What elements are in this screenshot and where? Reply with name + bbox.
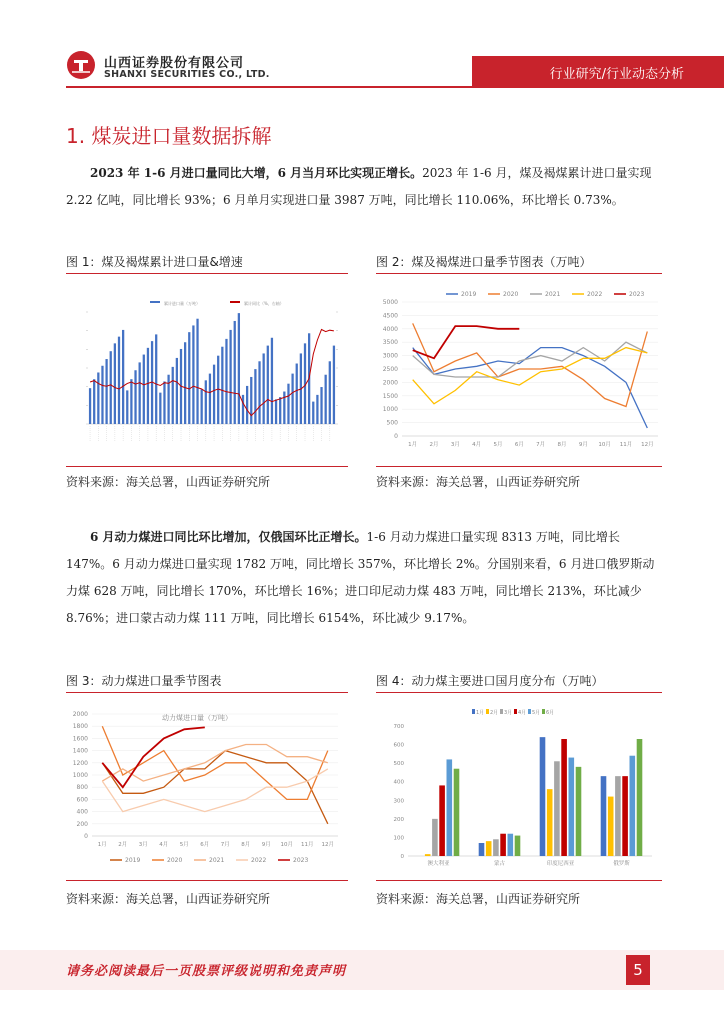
bar: [139, 362, 141, 424]
y-tick-label: 2000: [72, 711, 88, 718]
y-tick-label: 600: [76, 796, 88, 804]
legend-label: 2021: [209, 857, 225, 864]
x-tick-label: 俄罗斯: [613, 861, 630, 867]
bar: [217, 356, 219, 424]
y-tick-label: 400: [393, 779, 404, 786]
paragraph-import-volume: [66, 160, 662, 214]
x-tick-label: 3月: [138, 842, 148, 848]
y-tick-label: 1000: [72, 772, 88, 779]
company-name-en: SHANXI SECURITIES CO., LTD.: [104, 69, 270, 80]
x-tick-label: 6月: [514, 442, 524, 448]
bar-4月: [561, 739, 567, 856]
bar-5月: [630, 756, 636, 856]
section-title: 1. 煤炭进口量数据拆解: [66, 124, 272, 148]
bar-6月: [576, 767, 582, 856]
bar: [275, 399, 277, 424]
bar: [283, 392, 285, 424]
y-tick-label: 500: [386, 419, 398, 427]
x-tick-label: 11月: [619, 442, 633, 448]
legend: [472, 709, 554, 716]
bar-2月: [425, 854, 431, 856]
figure-1-legend: [150, 300, 284, 306]
x-tick-label: 6月: [200, 842, 210, 848]
bar: [279, 397, 281, 424]
y-tick-label: 5000: [382, 299, 398, 306]
bar: [258, 361, 260, 424]
x-tick-label: 7月: [536, 442, 546, 448]
bar: [263, 353, 265, 424]
legend-label: 5月: [532, 710, 541, 716]
legend-swatch: [514, 709, 517, 714]
x-tick-label: 9月: [578, 442, 588, 448]
x-tick-label: 12月: [321, 842, 334, 848]
y-tick-label: 0: [394, 433, 398, 440]
legend-swatch: [230, 301, 240, 303]
bar: [320, 387, 322, 424]
bar-4月: [622, 776, 628, 856]
x-tick-label: 澳大利亚: [427, 861, 450, 867]
report-category: 行业研究/行业动态分析: [549, 67, 684, 82]
header-divider: [66, 86, 724, 88]
y-tick-label: 2000: [382, 379, 398, 387]
figure-3-title: 图 3：动力煤进口量季节图表: [66, 674, 222, 688]
legend-label: 2022: [251, 857, 267, 864]
bar-4月: [439, 785, 445, 856]
bar: [333, 346, 335, 424]
legend-label: 1月: [476, 710, 485, 716]
paragraph-body: 2023 年 1-6 月，煤及褐煤累计进口量实现 2.22 亿吨，同比增长 93%；6 月单月实现进口量 3987 万吨，同比增长 110.06%，环比增长 0.73%。: [66, 166, 652, 207]
figure-2-bottom-rule: [376, 466, 662, 467]
legend: [446, 291, 644, 298]
y-tick-label: 400: [76, 808, 88, 816]
figure-4-bottom-rule: [376, 880, 662, 881]
bar: [229, 330, 231, 424]
y-tick-label: 500: [393, 761, 404, 768]
bar: [188, 332, 190, 424]
y-tick-label: 4500: [382, 312, 398, 320]
bar: [325, 375, 327, 424]
page-header: [0, 0, 724, 90]
legend-label: 累计进口量（万吨）: [164, 301, 200, 306]
legend-label: 2019: [125, 857, 141, 864]
bar: [234, 321, 236, 424]
bar: [97, 372, 99, 424]
legend-label: 2022: [587, 291, 603, 298]
legend-label: 2021: [545, 291, 561, 298]
y-tick-label: 4000: [382, 325, 398, 333]
figure-1-title: 图 1：煤及褐煤累计进口量&增速: [66, 255, 243, 269]
legend-swatch: [528, 709, 531, 714]
bar-3月: [554, 761, 560, 856]
x-tick-label: 印度尼西亚: [546, 861, 575, 867]
bar-6月: [515, 836, 521, 856]
bar: [267, 346, 269, 424]
bar: [196, 319, 198, 424]
chart-title: 动力煤进口量（万吨）: [162, 714, 232, 722]
figure-4-rule: [376, 692, 662, 693]
x-tick-label: 12月: [641, 442, 654, 448]
legend-label: 6月: [546, 710, 555, 716]
figure-3-source: 资料来源：海关总署，山西证券研究所: [66, 892, 271, 906]
y-tick-label: 1200: [72, 759, 88, 767]
y-tick-label: 3500: [382, 339, 398, 347]
y-tick-label: 0: [84, 833, 88, 840]
legend: [110, 857, 308, 864]
x-tick-label: 1月: [97, 842, 107, 848]
y-tick-label: 800: [76, 784, 88, 792]
bar: [105, 359, 107, 424]
bar-1月: [601, 776, 607, 856]
x-tick-label: 8月: [241, 842, 251, 848]
series-line-2022: [102, 769, 327, 812]
legend-swatch: [542, 709, 545, 714]
bar: [172, 367, 174, 424]
y-tick-label: 1800: [72, 723, 88, 731]
y-tick-label: 1400: [72, 747, 88, 755]
legend-swatch: [500, 709, 503, 714]
bar: [221, 347, 223, 424]
category-band: [472, 56, 724, 86]
figure-2-rule: [376, 273, 662, 274]
figure-2-source: 资料来源：海关总署，山西证券研究所: [376, 475, 581, 489]
y-tick-label: 600: [393, 742, 404, 749]
bar-3月: [493, 839, 499, 856]
bar: [163, 381, 165, 424]
bar: [242, 395, 244, 424]
bar: [296, 364, 298, 424]
bar: [209, 374, 211, 424]
bar-2月: [547, 789, 553, 856]
shanxi-securities-logo-icon: [66, 50, 96, 80]
x-tick-label: 5月: [179, 842, 189, 848]
legend-label: 4月: [518, 710, 527, 716]
y-tick-label: 200: [76, 820, 88, 828]
figure-4-chart: [376, 700, 662, 876]
legend-label: 2020: [167, 857, 183, 864]
x-tick-label: 4月: [159, 842, 169, 848]
y-tick-label: 0: [400, 854, 404, 860]
legend-label: 2020: [503, 291, 519, 298]
bar: [130, 379, 132, 424]
bar: [254, 369, 256, 424]
bar: [126, 390, 128, 424]
bar: [329, 361, 331, 424]
figure-3-chart: [66, 700, 348, 876]
x-tick-label: 2月: [118, 842, 128, 848]
x-tick-label: 11月: [301, 842, 314, 848]
bar: [155, 334, 157, 424]
x-tick-label: 8月: [557, 442, 567, 448]
y-tick-label: 2500: [382, 366, 398, 373]
y-tick-label: 100: [393, 835, 404, 842]
y-tick-label: 3000: [382, 352, 398, 360]
y-tick-label: 1600: [72, 735, 88, 743]
bar: [238, 313, 240, 424]
bar-5月: [447, 759, 453, 856]
figure-4-title: 图 4：动力煤主要进口国月度分布（万吨）: [376, 674, 604, 688]
footer-disclaimer: 请务必阅读最后一页股票评级说明和免责声明: [66, 964, 347, 979]
figure-3-bottom-rule: [66, 880, 348, 881]
figure-3-rule: [66, 692, 348, 693]
bar: [110, 351, 112, 424]
bar: [147, 348, 149, 424]
figure-2-title: 图 2：煤及褐煤进口量季节图表（万吨）: [376, 255, 592, 269]
bar: [118, 337, 120, 424]
page-number: 5: [626, 955, 650, 985]
axes: [383, 299, 658, 448]
bar-3月: [432, 819, 438, 856]
paragraph-lead: 2023 年 1-6 月进口量同比大增，6 月当月环比实现正增长。: [90, 166, 423, 180]
bar-1月: [479, 843, 485, 856]
legend-swatch: [150, 301, 160, 303]
y-tick-label: 1000: [382, 406, 398, 414]
bar: [134, 370, 136, 424]
legend-label: 2023: [293, 857, 309, 864]
figure-4-source: 资料来源：海关总署，山西证券研究所: [376, 892, 581, 906]
bar: [89, 388, 91, 424]
bar: [184, 342, 186, 424]
bar: [167, 375, 169, 424]
paragraph-body: 1-6 月动力煤进口量实现 8313 万吨，同比增长 147%。6 月动力煤进口量实现 1782 万吨，同比增长 357%，环比增长 2%。分国别来看，6 月进口俄罗斯动力煤 628 万吨，同比增长 170%，环比增长 16%；进口印尼动力煤 483 万吨，同比增长 213%，环比减少 8.76%；进口蒙古动力煤 111 万吨，同比增长 6154%，环比减少 9.17%。: [66, 530, 655, 625]
y-tick-label: 700: [393, 724, 404, 730]
bar: [192, 325, 194, 424]
bar-5月: [569, 758, 575, 856]
x-tick-label: 7月: [220, 842, 230, 848]
bar-6月: [637, 739, 643, 856]
figure-1-bars: [89, 313, 335, 424]
bars: [425, 737, 642, 856]
bar-5月: [508, 834, 514, 856]
bar-1月: [540, 737, 546, 856]
x-tick-label: 5月: [493, 442, 503, 448]
bar: [287, 384, 289, 424]
company-name-cn: 山西证券股份有限公司: [104, 56, 245, 71]
bar: [316, 395, 318, 424]
legend-swatch: [486, 709, 489, 714]
x-tick-label: 1月: [408, 442, 418, 448]
bar: [291, 374, 293, 424]
figure-2-chart: [376, 284, 662, 464]
bar: [246, 386, 248, 424]
x-tick-label: 4月: [472, 442, 482, 448]
y-tick-label: 200: [393, 816, 404, 823]
x-tick-label: 10月: [598, 442, 611, 448]
bar: [93, 379, 95, 424]
figure-1-source: 资料来源：海关总署，山西证券研究所: [66, 475, 271, 489]
legend-label: 3月: [504, 710, 513, 716]
legend-label: 2月: [490, 710, 499, 716]
bar-4月: [500, 834, 506, 856]
legend-swatch: [472, 709, 475, 714]
figure-1-chart: [66, 284, 348, 464]
legend-label: 2019: [461, 291, 477, 298]
bar-2月: [486, 841, 492, 856]
x-tick-label: 10月: [280, 842, 293, 848]
bar-3月: [615, 776, 621, 856]
bar: [201, 389, 203, 424]
x-tick-label: 9月: [261, 842, 271, 848]
bar: [159, 393, 161, 424]
x-tick-label: 2月: [429, 442, 439, 448]
bar: [225, 339, 227, 424]
series-line-2019: [413, 348, 648, 428]
bar: [114, 343, 116, 424]
bar: [250, 377, 252, 424]
legend-label: 2023: [629, 291, 645, 298]
figure-1-rule: [66, 273, 348, 274]
figure-1-bottom-rule: [66, 466, 348, 467]
y-tick-label: 300: [393, 798, 404, 805]
series-lines: [413, 323, 648, 428]
bar: [122, 330, 124, 424]
paragraph-thermal-coal: [66, 524, 662, 632]
bar: [312, 402, 314, 424]
bar-2月: [608, 797, 614, 856]
bar: [213, 365, 215, 424]
paragraph-lead: 6 月动力煤进口同比环比增加，仅俄国环比正增长。: [90, 530, 367, 544]
y-tick-label: 1500: [382, 392, 398, 400]
bar: [101, 366, 103, 424]
bar: [271, 338, 273, 424]
axes: [73, 711, 338, 848]
legend-label: 累计同比（%，右轴）: [244, 301, 284, 306]
bar: [143, 355, 145, 424]
bar: [205, 380, 207, 424]
x-tick-label: 3月: [450, 442, 460, 448]
x-tick-label: 蒙古: [493, 861, 506, 867]
bar: [176, 358, 178, 424]
bar-6月: [454, 769, 460, 856]
